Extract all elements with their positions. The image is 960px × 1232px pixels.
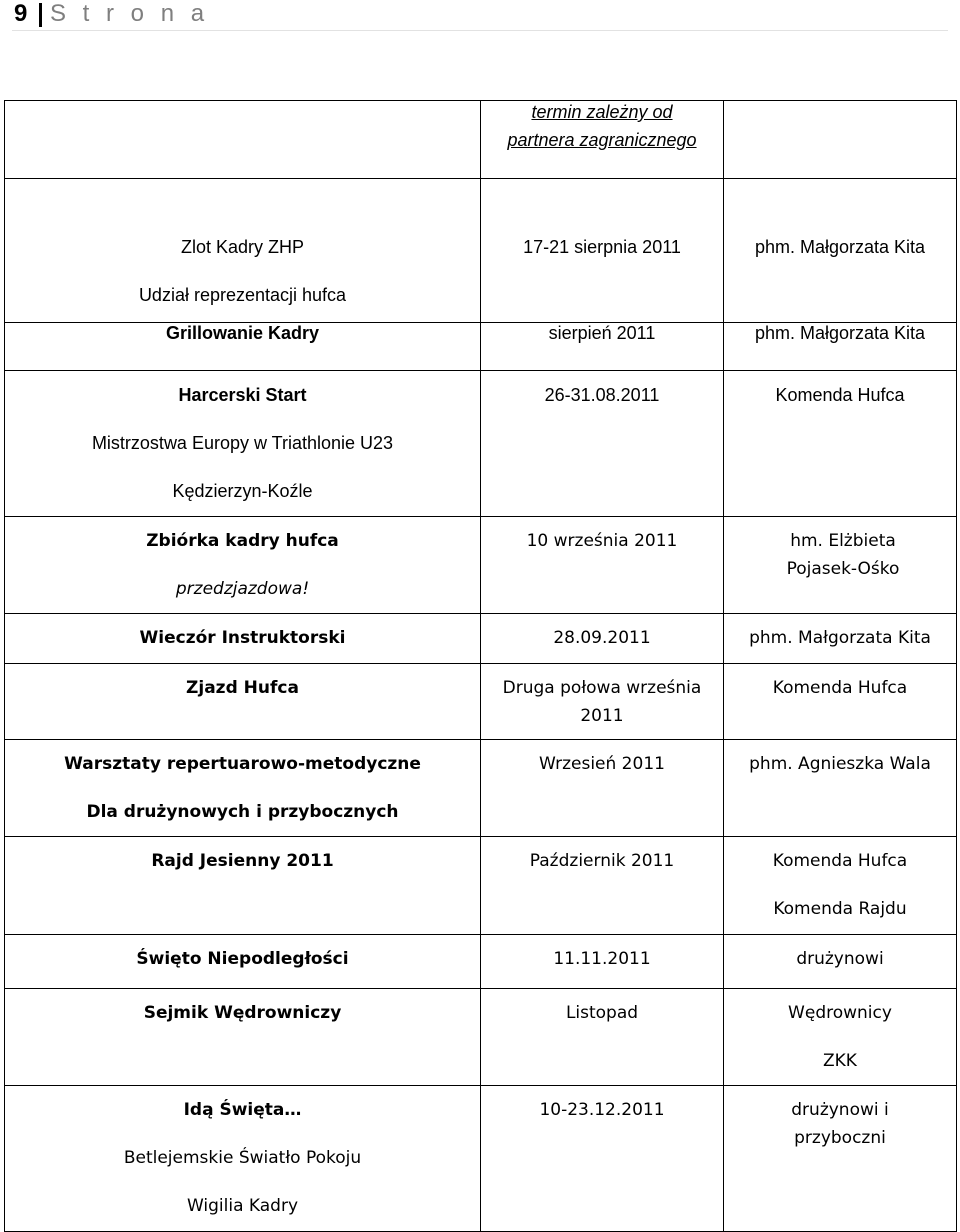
event-title: Idą Święta… — [183, 1100, 302, 1120]
person-text: Wędrownicy — [788, 1003, 892, 1023]
person-cell — [724, 837, 957, 935]
date-cell — [481, 614, 724, 664]
event-title: Rajd Jesienny 2011 — [151, 851, 334, 871]
person-text: Komenda Hufca — [775, 385, 905, 405]
person-text: drużynowi — [796, 949, 884, 969]
event-cell — [5, 371, 481, 517]
person-text-2: Komenda Rajdu — [773, 899, 907, 919]
table-row — [5, 935, 957, 989]
person-text: drużynowi i przyboczni — [791, 1100, 889, 1148]
event-location: Kędzierzyn-Koźle — [172, 481, 313, 501]
person-cell — [724, 664, 957, 740]
date-cell — [481, 1086, 724, 1232]
event-title: Harcerski Start — [178, 385, 307, 405]
schedule-table — [4, 100, 957, 1232]
event-cell — [5, 179, 481, 323]
event-title: Zjazd Hufca — [186, 678, 299, 698]
table-row — [5, 740, 957, 837]
person-cell — [724, 101, 957, 179]
date-text: Druga połowa września 2011 — [502, 678, 702, 726]
person-cell — [724, 614, 957, 664]
date-text: 17-21 sierpnia 2011 — [523, 237, 681, 257]
event-cell — [5, 837, 481, 935]
date-cell — [481, 371, 724, 517]
date-text: termin zależny od partnera zagranicznego — [507, 102, 697, 150]
date-text: 28.09.2011 — [553, 628, 651, 648]
event-cell — [5, 323, 481, 371]
event-title: Sejmik Wędrowniczy — [143, 1003, 342, 1023]
page-separator — [39, 3, 42, 27]
person-text: phm. Agnieszka Wala — [749, 754, 931, 774]
person-cell — [724, 935, 957, 989]
date-text: 10 września 2011 — [526, 531, 678, 551]
date-text: 11.11.2011 — [553, 949, 651, 969]
event-cell — [5, 664, 481, 740]
page-number: 9 — [14, 0, 28, 27]
date-cell — [481, 179, 724, 323]
event-subtitle: Dla drużynowych i przybocznych — [86, 802, 399, 822]
event-title: Święto Niepodległości — [136, 949, 349, 969]
date-cell — [481, 101, 724, 179]
date-text: 26-31.08.2011 — [544, 385, 660, 405]
table-row — [5, 101, 957, 179]
person-text: Komenda Hufca — [772, 678, 908, 698]
event-title: Zbiórka kadry hufca — [146, 531, 339, 551]
table-row — [5, 179, 957, 323]
date-cell — [481, 323, 724, 371]
person-text: hm. Elżbieta Pojasek-Ośko — [786, 531, 900, 579]
person-text: phm. Małgorzata Kita — [754, 237, 926, 257]
table-row — [5, 664, 957, 740]
date-cell — [481, 837, 724, 935]
date-text: Październik 2011 — [529, 851, 675, 871]
event-cell — [5, 935, 481, 989]
date-cell — [481, 989, 724, 1086]
event-subtitle: Mistrzostwa Europy w Triathlonie U23 — [91, 433, 394, 453]
event-cell — [5, 1086, 481, 1232]
event-subtitle: przedzjazdowa! — [175, 579, 310, 599]
person-text-2: ZKK — [823, 1051, 857, 1071]
event-subtitle: Udział reprezentacji hufca — [138, 285, 347, 305]
table-row — [5, 614, 957, 664]
event-title: Warsztaty repertuarowo-metodyczne — [64, 754, 421, 774]
event-title: Zlot Kadry ZHP — [180, 237, 305, 257]
person-cell — [724, 989, 957, 1086]
person-text: Komenda Hufca — [772, 851, 908, 871]
person-text: phm. Małgorzata Kita — [754, 323, 926, 343]
person-cell — [724, 740, 957, 837]
date-cell — [481, 935, 724, 989]
table-row — [5, 371, 957, 517]
event-title: Grillowanie Kadry — [165, 323, 320, 343]
event-cell — [5, 740, 481, 837]
person-text: phm. Małgorzata Kita — [749, 628, 931, 648]
table-row — [5, 1086, 957, 1232]
person-cell — [724, 1086, 957, 1232]
event-cell — [5, 614, 481, 664]
person-cell — [724, 323, 957, 371]
person-cell — [724, 371, 957, 517]
event-subtitle: Betlejemskie Światło Pokoju — [123, 1148, 362, 1168]
event-cell — [5, 989, 481, 1086]
date-cell — [481, 740, 724, 837]
date-text: Listopad — [565, 1003, 639, 1023]
table-row — [5, 323, 957, 371]
table-row — [5, 517, 957, 614]
event-cell — [5, 101, 481, 179]
page-header — [12, 0, 948, 31]
date-text: Wrzesień 2011 — [539, 754, 665, 774]
date-cell — [481, 517, 724, 614]
date-text: 10-23.12.2011 — [539, 1100, 665, 1120]
page-label: S t r o n a — [50, 0, 210, 27]
person-cell — [724, 179, 957, 323]
event-cell — [5, 517, 481, 614]
event-subtitle-2: Wigilia Kadry — [186, 1196, 299, 1216]
person-cell — [724, 517, 957, 614]
table-row — [5, 989, 957, 1086]
date-cell — [481, 664, 724, 740]
event-title: Wieczór Instruktorski — [139, 628, 346, 648]
date-text: sierpień 2011 — [548, 323, 656, 343]
table-row — [5, 837, 957, 935]
